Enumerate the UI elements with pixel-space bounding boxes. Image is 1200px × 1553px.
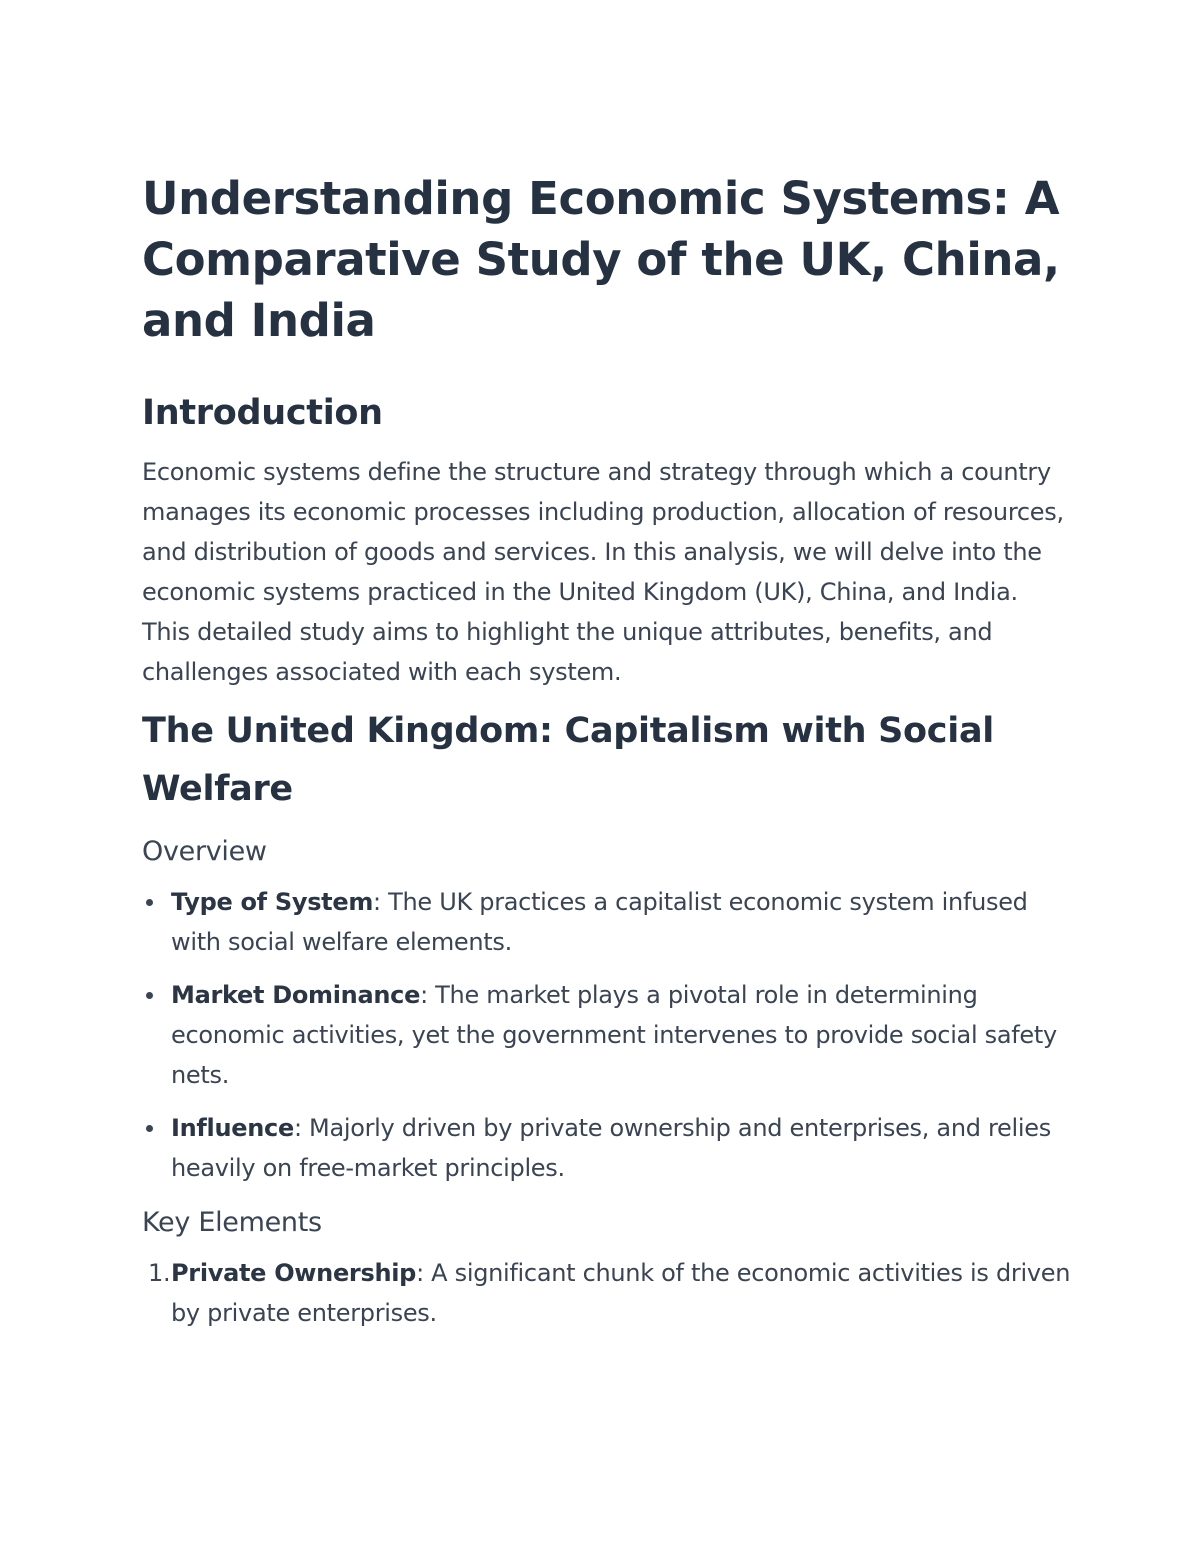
list-item (142, 1108, 1072, 1188)
list-item-term: Private Ownership (171, 1259, 417, 1287)
document-title: Understanding Economic Systems: A Comparative Study of the UK, China, and India (142, 172, 1060, 347)
list-item-term: Market Dominance (171, 981, 421, 1009)
list-item (142, 882, 1072, 962)
key-elements-heading: Key Elements (142, 1207, 322, 1238)
bullet-icon (146, 992, 153, 999)
bullet-icon (146, 899, 153, 906)
list-item-text: : Majorly driven by private ownership and enterprises, and relies heavily on free-market principles. (171, 1114, 1051, 1182)
overview-list (142, 882, 1072, 1188)
introduction-heading: Introduction (142, 393, 383, 433)
document-page (142, 168, 1072, 1346)
list-item-text: : The UK practices a capitalist economic system infused with social welfare elements. (171, 888, 1028, 956)
introduction-paragraph: Economic systems define the structure and strategy through which a country manages its economic processes including production, allocation of resources, and distribution of goods and services. In this analysis, we will delve into the economic systems practiced in the United Kingdom (UK), China, and India. This detailed study aims to highlight the unique attributes, benefits, and challenges associated with each system. (142, 458, 1064, 686)
list-item-term: Type of System (171, 888, 374, 916)
list-item-term: Influence (171, 1114, 294, 1142)
list-item (142, 1253, 1072, 1333)
list-item-text: : The market plays a pivotal role in determining economic activities, yet the government intervenes to provide social safety nets. (171, 981, 1057, 1089)
list-item (142, 975, 1072, 1095)
list-item-text: : A significant chunk of the economic activities is driven by private enterprises. (171, 1259, 1071, 1327)
key-elements-list (142, 1253, 1072, 1333)
list-item-number: 1. (148, 1259, 171, 1287)
bullet-icon (146, 1125, 153, 1132)
uk-section-heading: The United Kingdom: Capitalism with Social Welfare (142, 711, 994, 809)
overview-heading: Overview (142, 836, 267, 867)
